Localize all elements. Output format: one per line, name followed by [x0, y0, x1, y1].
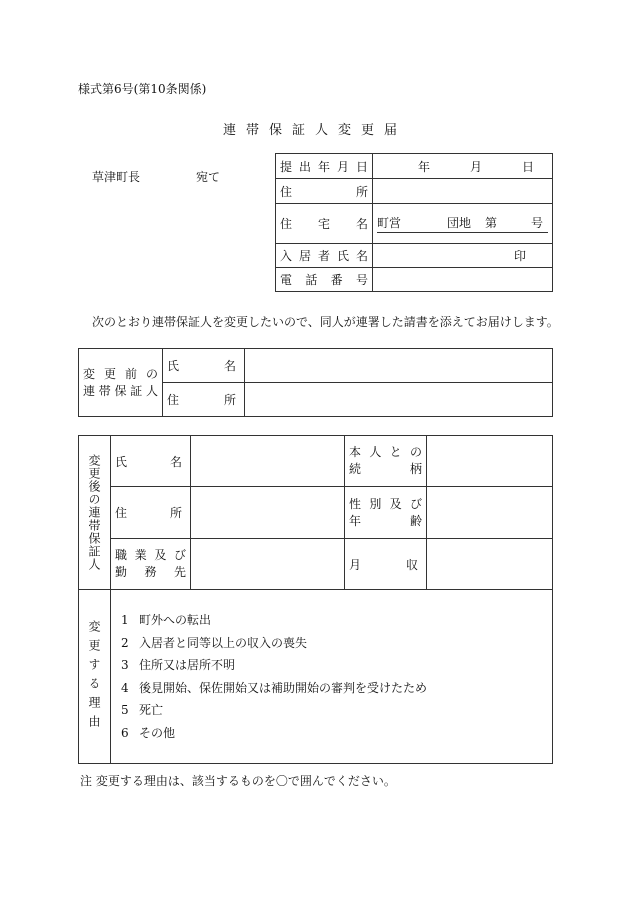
- reason-item-text: 住所又は居所不明: [139, 658, 236, 672]
- reason-item-text: 死亡: [139, 703, 164, 717]
- address-field[interactable]: [373, 179, 553, 204]
- sex-age-label: [345, 487, 427, 539]
- relation-label: [345, 436, 427, 487]
- date-label: [276, 154, 373, 179]
- label-text: 氏 名: [115, 454, 182, 469]
- seal-mark: 印: [513, 249, 526, 263]
- sex-age-field[interactable]: [427, 487, 553, 539]
- housing-field[interactable]: [373, 204, 553, 244]
- label-text: 住 所: [280, 184, 368, 199]
- reason-list: [115, 609, 548, 744]
- label-text: 氏 名: [167, 359, 236, 373]
- label-text: 続 柄: [349, 462, 422, 476]
- reason-list-cell: [111, 590, 553, 764]
- new-name-field[interactable]: [191, 436, 345, 487]
- date-field[interactable]: [373, 154, 553, 179]
- income-label: [345, 539, 427, 590]
- reason-item-number: 2: [121, 635, 129, 650]
- occupation-field[interactable]: [191, 539, 345, 590]
- previous-guarantor-label: [79, 349, 163, 417]
- label-text: 住 所: [115, 506, 182, 520]
- previous-name-field[interactable]: [245, 349, 553, 383]
- new-address-label: [111, 487, 191, 539]
- occupation-label: [111, 539, 191, 590]
- new-address-field[interactable]: [191, 487, 345, 539]
- label-text: 電 話 番 号: [280, 273, 368, 287]
- previous-address-field[interactable]: [245, 383, 553, 417]
- reason-item[interactable]: [121, 632, 548, 655]
- address-label: [276, 179, 373, 204]
- reason-item[interactable]: [121, 654, 548, 677]
- label-text: 年 齢: [349, 513, 422, 528]
- reason-item[interactable]: [121, 722, 548, 745]
- phone-label: [276, 268, 373, 292]
- addressee-suffix: 宛て: [196, 170, 221, 184]
- new-guarantor-label: 変更後の連帯保証人: [79, 436, 111, 590]
- reason-item-text: 後見開始、保佐開始又は補助開始の審判を受けたため: [139, 680, 428, 695]
- resident-name-field[interactable]: [373, 244, 553, 268]
- previous-address-label: [163, 383, 245, 417]
- reason-item-number: 6: [121, 725, 129, 740]
- label-text: 住 宅 名: [280, 217, 368, 231]
- label-text: 本 人 と の: [349, 445, 422, 459]
- label-text: 月 収: [349, 557, 418, 572]
- reason-item[interactable]: [121, 609, 548, 632]
- new-guarantor-table: [78, 435, 553, 764]
- reason-item[interactable]: [121, 699, 548, 722]
- label-text: 住 所: [167, 393, 236, 407]
- resident-name-label: [276, 244, 373, 268]
- form-number: 様式第6号(第10条関係): [78, 82, 207, 96]
- month-unit: 月: [469, 159, 482, 174]
- housing-number: 号: [531, 215, 544, 230]
- addressee: 草津町長: [92, 170, 141, 184]
- phone-field[interactable]: [373, 268, 553, 292]
- reason-item-number: 1: [121, 613, 129, 627]
- label-text: 性 別 及 び: [349, 496, 422, 511]
- label-text: 入 居 者 氏 名: [280, 249, 368, 263]
- intro-text: 次のとおり連帯保証人を変更したいので、同人が連署した請書を添えてお届けします。: [92, 315, 559, 329]
- reason-item-number: 3: [121, 658, 129, 672]
- applicant-table: [275, 153, 553, 292]
- previous-guarantor-table: [78, 348, 553, 417]
- previous-name-label: [163, 349, 245, 383]
- reason-item-number: 4: [121, 680, 129, 695]
- day-unit: 日: [521, 159, 534, 174]
- label-text: 職 業 及 び: [115, 548, 186, 562]
- document-title: 連帯保証人変更届: [222, 123, 407, 138]
- reason-item-text: 入居者と同等以上の収入の喪失: [139, 635, 308, 650]
- housing-building: 第: [485, 215, 498, 230]
- reason-item-number: 5: [121, 703, 129, 717]
- housing-label: [276, 204, 373, 244]
- label-text: 勤 務 先: [115, 565, 186, 579]
- reason-item-text: 町外への転出: [139, 613, 212, 627]
- housing-estate: 団地: [447, 215, 472, 230]
- income-field[interactable]: [427, 539, 553, 590]
- label-text: 提 出 年 月 日: [280, 159, 368, 174]
- label-text: 変 更 前 の: [83, 366, 158, 381]
- reason-item-text: その他: [139, 725, 176, 740]
- label-text: 連 帯 保 証 人: [83, 383, 158, 398]
- relation-field[interactable]: [427, 436, 553, 487]
- reason-item[interactable]: [121, 677, 548, 700]
- new-name-label: [111, 436, 191, 487]
- footnote: 注 変更する理由は、該当するものを〇で囲んでください。: [80, 774, 396, 788]
- reason-label: 変更する理由: [79, 590, 111, 764]
- year-unit: 年: [417, 159, 430, 174]
- housing-prefix: 町営: [377, 215, 402, 230]
